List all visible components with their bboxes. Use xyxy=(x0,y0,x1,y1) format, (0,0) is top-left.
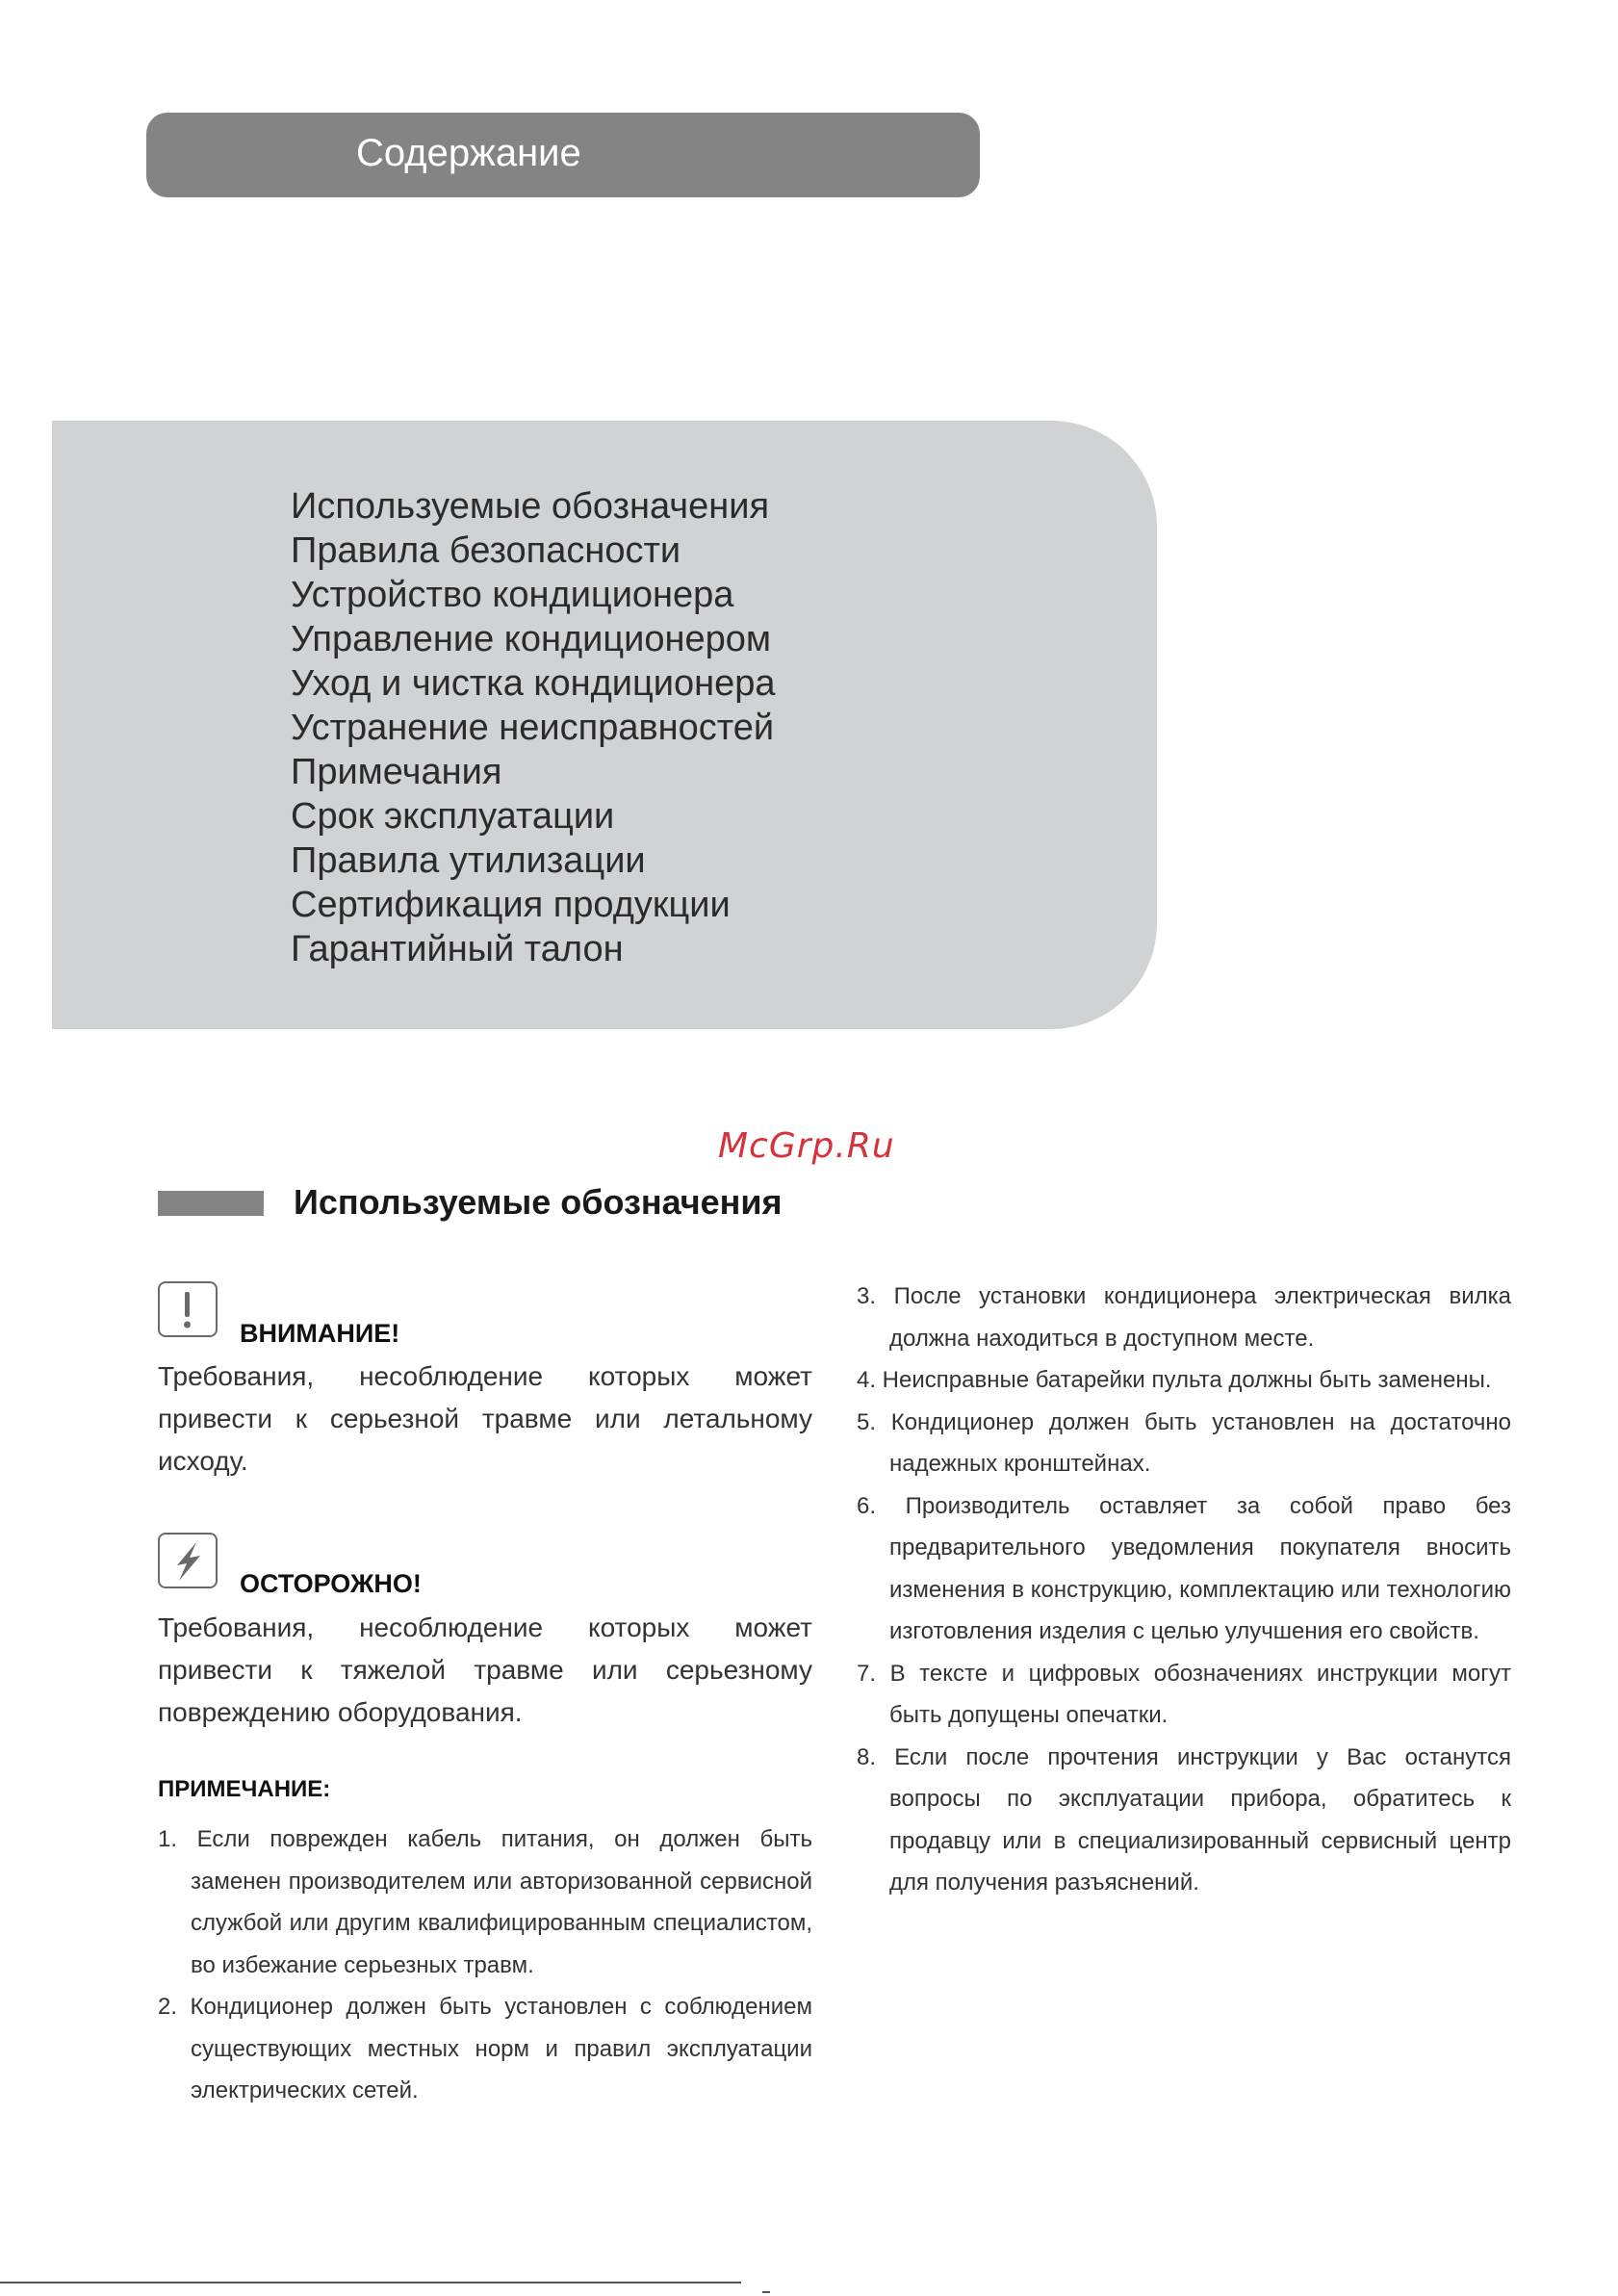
toc-item[interactable]: Примечания xyxy=(291,752,502,792)
table-of-contents-list xyxy=(291,484,775,971)
note-list-left xyxy=(158,1819,812,2112)
toc-item[interactable]: Устройство кондиционера xyxy=(291,575,734,615)
section-marker-bar xyxy=(158,1191,264,1216)
toc-item[interactable]: Используемые обозначения xyxy=(291,486,770,527)
list-item: 7. В тексте и цифровых обозначениях инструкции могут быть допущены опечатки. xyxy=(857,1660,1511,1728)
watermark: McGrp.Ru xyxy=(718,1126,895,1166)
list-item: 8. Если после прочтения инструкции у Вас останутся вопросы по эксплуатации прибора, обратитесь к продавцу или в специализированный сервисный центр для получения разъяснений. xyxy=(857,1743,1511,1896)
toc-item[interactable]: Устранение неисправностей xyxy=(291,708,775,748)
warning-text: Требования, несоблюдение которых может привести к серьезной травме или летальному исходу. xyxy=(158,1361,812,1476)
section-title: Используемые обозначения xyxy=(294,1182,783,1222)
list-item: 5. Кондиционер должен быть установлен на достаточно надежных кронштейнах. xyxy=(857,1408,1511,1477)
list-item: 3. После установки кондиционера электрическая вилка должна находиться в доступном месте. xyxy=(857,1283,1511,1352)
toc-item[interactable]: Правила утилизации xyxy=(291,840,646,881)
list-item: 2. Кондиционер должен быть установлен с соблюдением существующих местных норм и правил эксплуатации электрических сетей. xyxy=(158,1994,812,2103)
contents-header-bar xyxy=(146,113,980,197)
list-item: 4. Неисправные батарейки пульта должны быть заменены. xyxy=(857,1367,1492,1393)
note-list-right xyxy=(857,1276,1511,1904)
toc-item[interactable]: Сертификация продукции xyxy=(291,885,731,925)
exclamation-icon xyxy=(158,1281,218,1337)
toc-item[interactable]: Срок эксплуатации xyxy=(291,796,615,837)
list-item: 6. Производитель оставляет за собой право без предварительного уведомления покупателя вносить изменения в конструкцию, комплектацию или технологию изготовления изделия с целью улучшения его свойств. xyxy=(857,1492,1511,1644)
warning-label: ВНИМАНИЕ! xyxy=(240,1319,400,1348)
lightning-icon xyxy=(158,1533,218,1588)
contents-title: Содержание xyxy=(356,132,581,174)
note-heading: ПРИМЕЧАНИЕ: xyxy=(158,1776,331,1802)
toc-item[interactable]: Уход и чистка кондиционера xyxy=(291,663,776,704)
toc-item[interactable]: Гарантийный талон xyxy=(291,929,624,969)
list-item: 1. Если поврежден кабель питания, он должен быть заменен производителем или авторизованной сервисной службой или другим квалифицированным специалистом, во избежание серьезных травм. xyxy=(158,1826,812,1978)
caution-label: ОСТОРОЖНО! xyxy=(240,1569,422,1598)
toc-item[interactable]: Управление кондиционером xyxy=(291,619,772,659)
table-of-contents-panel xyxy=(52,421,1157,1029)
footer-tick xyxy=(762,2291,770,2293)
caution-text: Требования, несоблюдение которых может привести к тяжелой травме или серьезному повреждению оборудования. xyxy=(158,1612,812,1727)
toc-item[interactable]: Правила безопасности xyxy=(291,530,681,571)
footer-divider xyxy=(0,2282,741,2283)
